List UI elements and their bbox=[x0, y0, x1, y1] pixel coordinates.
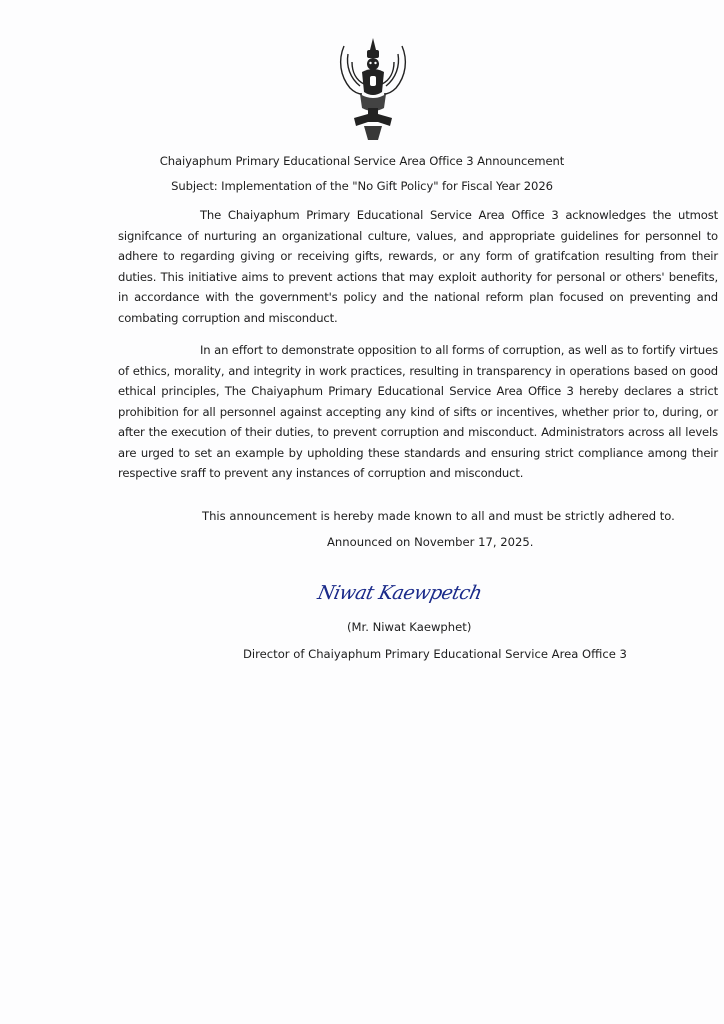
announcement-date: Announced on November 17, 2025. bbox=[327, 535, 534, 549]
body-paragraph-2: In an effort to demonstrate opposition to all forms of corruption, as well as to fortify virtues of ethics, morality, and integrity in work practices, resulting in transparency in operations based on good ethical principles, The Chaiyaphum Primary Educational Service Area Office 3 hereby declares a strict prohibition for all personnel against accepting any kind of sifts or incentives, whether prior to, during, or after the execution of their duties, to prevent corruption and misconduct. Administrators across all levels are urged to set an example by upholding these standards and ensuring strict compliance among their respective sraff to prevent any instances of corruption and misconduct. bbox=[118, 343, 718, 480]
signer-position: Director of Chaiyaphum Primary Educational Service Area Office 3 bbox=[243, 647, 627, 661]
announcement-title: Chaiyaphum Primary Educational Service Area Office 3 Announcement bbox=[159, 154, 565, 168]
garuda-emblem-icon bbox=[336, 36, 410, 144]
closing-notice: This announcement is hereby made known to all and must be strictly adhered to. bbox=[202, 509, 675, 523]
body-paragraph-1: The Chaiyaphum Primary Educational Service Area Office 3 acknowledges the utmost signifcance of nurturing an organizational culture, values, and appropriate guidelines for personnel to adhere to regarding giving or receiving gifts, rewards, or any form of gratifcation resulting from their duties. This initiative aims to prevent actions that may exploit authority for personal or others' benefits, in accordance with the government's policy and the national reform plan focused on preventing and combating corruption and misconduct. bbox=[118, 208, 718, 325]
handwritten-signature: Niwat Kaewpetch bbox=[315, 582, 484, 604]
announcement-subject: Subject: Implementation of the "No Gift Policy" for Fiscal Year 2026 bbox=[171, 179, 553, 193]
signer-name: (Mr. Niwat Kaewphet) bbox=[347, 620, 472, 634]
